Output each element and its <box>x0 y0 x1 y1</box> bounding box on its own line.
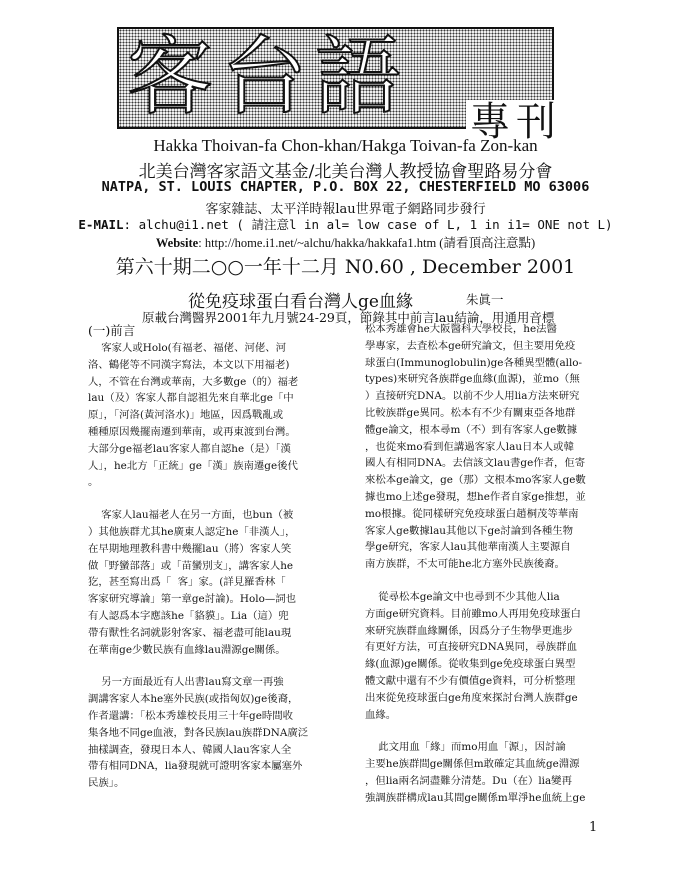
paragraph-line: 南方族群，不太可能he北方塞外民族後裔。 <box>365 558 565 571</box>
paragraph-line: 客家人lau福老人在另一方面，也bun（被 <box>88 509 294 522</box>
paragraph-line: 大部分ge福老lau客家人都自認he（是）「漢 <box>88 442 291 455</box>
paragraph-line: 洛、鶴佬等不同漢字寫法，本文以下用福老) <box>88 358 290 371</box>
mailing-address: NATPA, ST. LOUIS CHAPTER, P.O. BOX 22, CHESTERFIELD MO 63006 <box>101 179 590 195</box>
paragraph-line: 來松本ge論文，ge（那）文根本mo客家人ge數 <box>365 474 586 487</box>
paragraph-line: 緣(血源)ge關係。從收集到ge免疫球蛋白異型 <box>365 658 576 671</box>
paragraph-line: 抽樣調查，發現日本人、韓國人lau客家人全 <box>88 743 292 756</box>
paragraph-line: 客家研究導論」第一章ge討論)。Holo—詞也 <box>88 593 296 606</box>
paragraph-line: 強調族群構成lau其間ge關係m單淨he血統上ge <box>365 791 586 804</box>
paragraph-line: 犵，甚至寫出爲「 客」家。(詳見羅香林「 <box>88 576 286 589</box>
paragraph-line: 。 <box>88 476 99 489</box>
paragraph-line: 帶有相同DNA，lia發現就可證明客家本屬塞外 <box>88 760 303 773</box>
paragraph-line: 集各地不同ge血液，對各民族lau族群DNA廣泛 <box>88 726 309 739</box>
paragraph-line: ，但lia兩名詞盡難分清楚。Du（在）lia變再 <box>365 774 572 787</box>
paragraph-line: lau（及）客家人都自認祖先來自華北ge「中 <box>88 392 294 405</box>
paragraph-line: 從尋松本ge論文中也尋到不少其他人lia <box>365 590 560 603</box>
paragraph-line: 方面ge研究資料。目前雖mo人再用免疫球蛋白 <box>365 607 581 620</box>
paragraph-line: 有人認爲本字應該he「貉貘」。Lia（這）兜 <box>88 609 289 622</box>
paragraph-line: 體文獻中還有不少有價值ge資料，可分析整理 <box>365 674 576 687</box>
paragraph-line: ）直接研究DNA。以前不少人用lia方法來研究 <box>365 390 580 403</box>
paragraph-line: 此文用血「緣」而mo用血「源」，因討論 <box>365 741 566 754</box>
organization-line: 北美台灣客家語文基金/北美台灣人教授協會聖路易分會 <box>138 162 553 182</box>
paragraph-line: 人，不管在台灣或華南，大多數ge（的）福老 <box>88 375 299 388</box>
paragraph-line: 原」，「河洛(黃河洛水)」地區，因爲戰亂或 <box>88 409 284 422</box>
paragraph-line: 有更好方法，可直接研究DNA異同，尋族群血 <box>365 641 577 654</box>
paragraph-line: 在華南ge少數民族有血緣lau淵源ge關係。 <box>88 643 286 656</box>
paragraph-line: 作者還講：「松本秀雄校長用三十年ge時間收 <box>88 709 294 722</box>
section-heading: (一)前言 <box>88 323 136 338</box>
paragraph-line: 國人有相同DNA。去信該文lau書ge作者，佢寄 <box>365 457 586 470</box>
paragraph-gap <box>88 491 346 507</box>
paragraph-line: 球蛋白(Immunoglobulin)ge各種異型體(allo- <box>365 356 583 369</box>
paragraph-line: ）其他族群尤其he廣東人認定he「非漢人」， <box>88 525 296 538</box>
paragraph-line: ，也從來mo看到佢講過客家人lau日本人或韓 <box>365 440 574 453</box>
paragraph-line: 做「野蠻部落」或「苗蠻別支」，講客家人he <box>88 559 294 572</box>
publication-info: 客家雜誌、太平洋時報lau世界電子網路同步發行 <box>205 202 486 217</box>
paragraph-gap <box>88 658 346 674</box>
paragraph-gap <box>365 723 597 739</box>
paragraph-line: 人」，he北方「正統」ge「漢」族南遷ge後代 <box>88 459 298 472</box>
website-text: : http://home.i1.net/~alchu/hakka/hakkafa1.htm (請看頂高注意點) <box>198 236 536 250</box>
paragraph-line: 出來從免疫球蛋白ge角度來探討台灣人族群ge <box>365 691 578 704</box>
paragraph-line: 帶有獸性名詞就影射客家、福老盡可能lau現 <box>88 626 292 639</box>
romanized-title: Hakka Thoivan-fa Chon-khan/Hakga Toivan-fa Zon-kan <box>153 136 538 155</box>
left-column <box>88 340 346 792</box>
paragraph-line: 學ge研究，客家人lau其他華南漢人主要源自 <box>365 541 571 554</box>
page-number: 1 <box>589 820 598 835</box>
article-intro: 原載台灣醫界2001年九月號24-29頁，節錄其中前言lau結論，用通用音標 <box>142 310 555 325</box>
paragraph-line: 體ge論文，根本尋m（不）到有客家人ge數據 <box>365 423 578 436</box>
paragraph-line: 另一方面最近有人出書lau寫文章一再強 <box>88 676 284 689</box>
website-label: Website <box>155 236 199 250</box>
website-line <box>0 233 691 251</box>
paragraph-line: 客家人ge數據lau其他以下ge討論到各種生物 <box>365 524 574 537</box>
paragraph-line: 學專家，去査松本ge研究論文，但主要用免疫 <box>365 339 576 352</box>
paragraph-line: 松本秀雄會he大阪醫科大學校長，he法醫 <box>365 323 557 335</box>
article-author: 朱眞一 <box>466 292 504 307</box>
email-line <box>0 215 691 233</box>
masthead-title: 客台語 <box>127 27 409 127</box>
paragraph-line: 來研究族群血緣關係，因爲分子生物學更進步 <box>365 624 573 637</box>
article-title: 從免疫球蛋白看台灣人ge血緣 <box>188 292 413 312</box>
right-column <box>365 321 597 807</box>
email-text: : alchu@i1.net ( 請注意l in al= low case of L, 1 in i1= ONE not L) <box>123 217 613 232</box>
paragraph-line: 種種原因幾擺南遷到華南，或再東渡到台灣。 <box>88 425 296 438</box>
paragraph-line: 比較族群ge異同。松本有不少有關東亞各地群 <box>365 406 576 419</box>
paragraph-line: mo根據。從同樣研究免疫球蛋白趙桐茂等華南 <box>365 507 579 520</box>
issue-line: 第六十期二○○一年十二月 N0.60 , December 2001 <box>115 256 576 278</box>
paragraph-gap <box>365 573 597 589</box>
paragraph-line: 客家人或Holo(有福老、福佬、河佬、河 <box>88 342 287 354</box>
paragraph-line: 主要he族群間ge關係但m敢確定其血統ge淵源 <box>365 758 580 771</box>
paragraph-line: types)來研究各族群ge血緣(血源)，並mo（無 <box>365 373 580 386</box>
paragraph-line: 民族」。 <box>88 777 125 790</box>
masthead-subtitle: 專刊 <box>466 100 566 144</box>
email-label: E-MAIL <box>78 217 124 232</box>
paragraph-line: 調講客家人本he塞外民族(或指匈奴)ge後裔， <box>88 693 299 706</box>
paragraph-line: 血緣。 <box>365 708 397 721</box>
paragraph-line: 據也mo上述ge發現，想he作者自家ge推想，並 <box>365 490 586 503</box>
paragraph-line: 在早期地理教科書中幾擺lau（將）客家人笑 <box>88 542 292 555</box>
